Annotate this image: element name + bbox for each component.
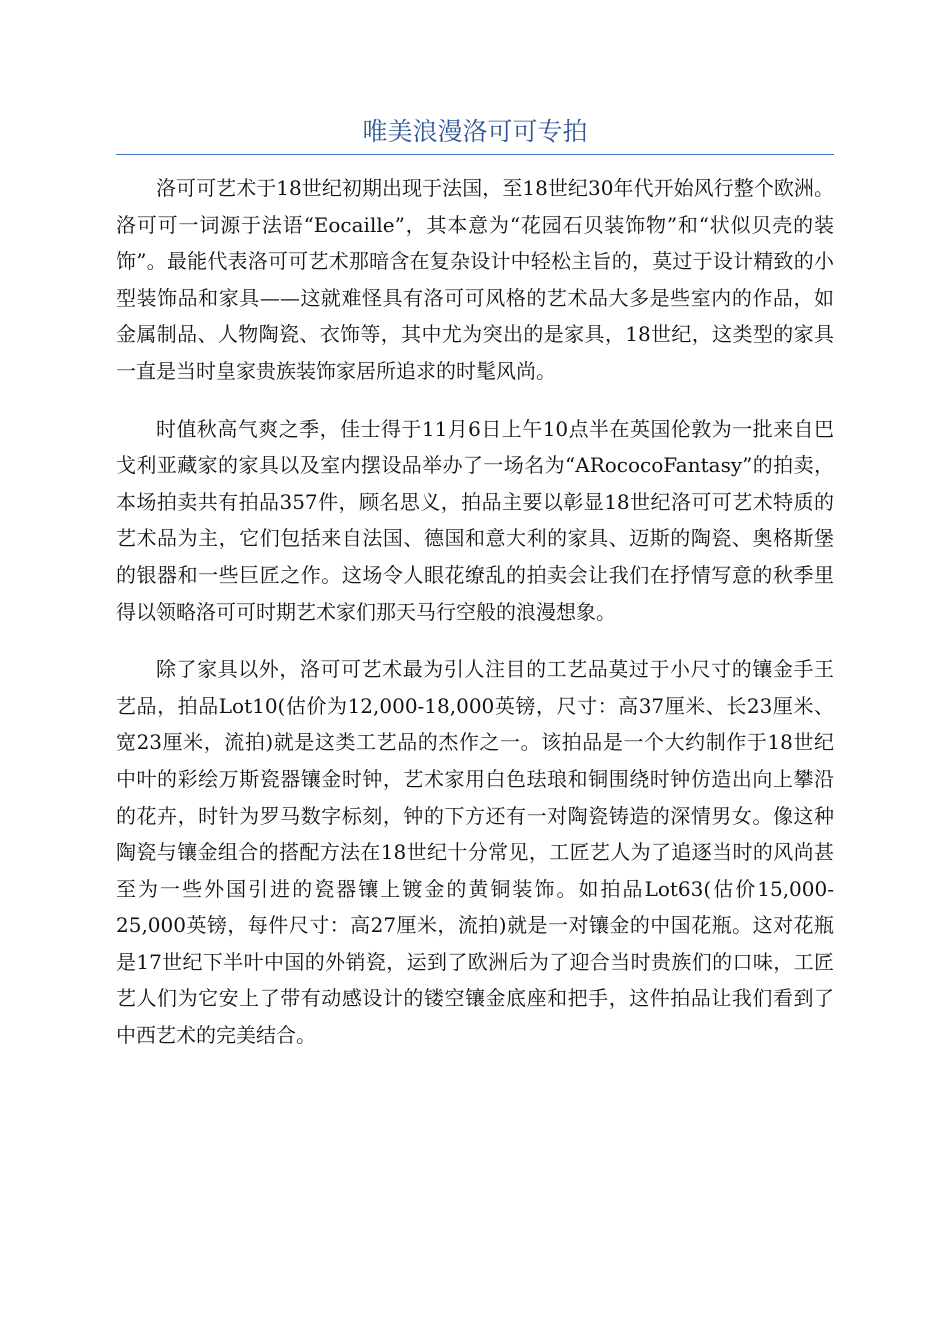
paragraph-1: 洛可可艺术于18世纪初期出现于法国，至18世纪30年代开始风行整个欧洲。洛可可一词源于法语“Eocaille”，其本意为“花园石贝装饰物”和“状似贝壳的装饰”。最能代表洛可可艺术那暗含在复杂设计中轻松主旨的，莫过于设计精致的小型装饰品和家具——这就难怪具有洛可可风格的艺术品大多是些室内的作品，如金属制品、人物陶瓷、衣饰等，其中尤为突出的是家具，18世纪，这类型的家具一直是当时皇家贵族装饰家居所追求的时髦风尚。 bbox=[116, 176, 834, 383]
title-underline bbox=[116, 154, 834, 155]
document-body bbox=[116, 170, 834, 1075]
paragraph-3: 除了家具以外，洛可可艺术最为引人注目的工艺品莫过于小尺寸的镶金手王艺品，拍品Lot10(估价为12,000-18,000英镑，尺寸：高37厘米、长23厘米、宽23厘米，流拍)就是这类工艺品的杰作之一。该拍品是一个大约制作于18世纪中叶的彩绘万斯瓷器镶金时钟，艺术家用白色珐琅和铜围绕时钟仿造出向上攀沿的花卉，时针为罗马数字标刻，钟的下方还有一对陶瓷铸造的深情男女。像这种陶瓷与镶金组合的搭配方法在18世纪十分常见，工匠艺人为了追逐当时的风尚甚至为一些外国引进的瓷器镶上镀金的黄铜装饰。如拍品Lot63(估价15,000-25,000英镑，每件尺寸：高27厘米，流拍)就是一对镶金的中国花瓶。这对花瓶是17世纪下半叶中国的外销瓷，运到了欧洲后为了迎合当时贵族们的口味，工匠艺人们为它安上了带有动感设计的镂空镶金底座和把手，这件拍品让我们看到了中西艺术的完美结合。 bbox=[116, 657, 834, 1048]
paragraph-2: 时值秋高气爽之季，佳士得于11月6日上午10点半在英国伦敦为一批来自巴戈利亚藏家的家具以及室内摆设品举办了一场名为“ARococoFantasy”的拍卖，本场拍卖共有拍品357件，顾名思义，拍品主要以彰显18世纪洛可可艺术特质的艺术品为主，它们包括来自法国、德国和意大利的家具、迈斯的陶瓷、奥格斯堡的银器和一些巨匠之作。这场令人眼花缭乱的拍卖会让我们在抒情写意的秋季里得以领略洛可可时期艺术家们那天马行空般的浪漫想象。 bbox=[116, 416, 834, 624]
document-title: 唯美浪漫洛可可专拍 bbox=[362, 117, 588, 146]
